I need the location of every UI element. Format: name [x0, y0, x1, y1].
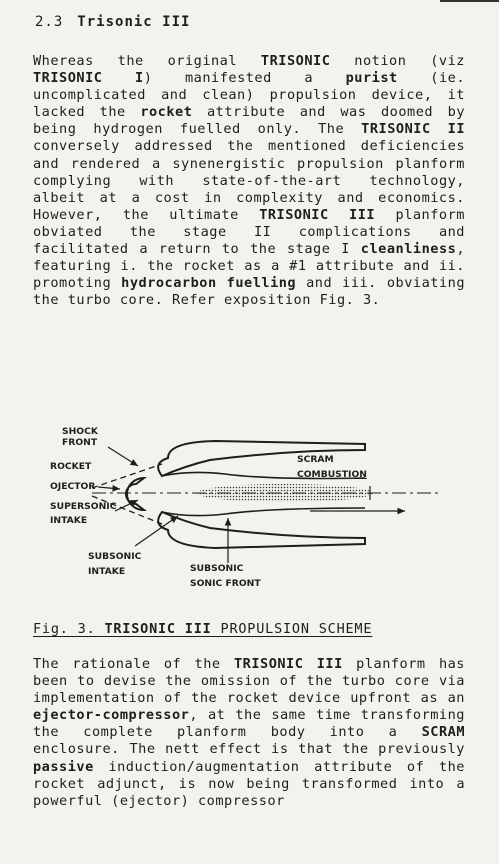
combustion-zone	[197, 484, 373, 502]
body-paragraph-1	[33, 53, 465, 309]
label-subsonic-intake: SUBSONIC INTAKE	[88, 551, 142, 577]
body-text: enclosure. The nett effect is that the previously	[33, 741, 465, 758]
body-text: induction/augmentation attribute of the rocket adjunct, is now being transformed into a powerful (ejector) compressor	[33, 758, 465, 809]
emphasis-text: rocket	[140, 104, 193, 121]
caption-name: TRISONIC III	[104, 621, 212, 637]
emphasis-text: purist	[345, 70, 398, 87]
lower-cowl	[158, 512, 365, 548]
label-subsonic-sonic-front: SUBSONIC SONIC FRONT	[190, 563, 261, 589]
body-text: (ie. uncomplicated and clean) propulsion device, it lacked the	[33, 70, 466, 121]
figure-3-propulsion-scheme	[40, 420, 460, 600]
label-supersonic-intake: SUPERSONIC INTAKE	[50, 501, 117, 526]
subsonic-intake-arrow	[135, 516, 178, 546]
body-text: and iii. obviating the turbo core. Refer exposition Fig. 3.	[33, 275, 466, 309]
section-number: 2.3	[35, 14, 64, 30]
section-heading	[35, 14, 190, 30]
emphasis-text: TRISONIC	[260, 53, 331, 69]
inner-wall-bottom	[162, 508, 365, 516]
emphasis-text: cleanliness	[360, 241, 457, 258]
emphasis-text: ejector-compressor	[33, 707, 190, 724]
emphasis-text: hydrocarbon fuelling	[121, 275, 297, 292]
body-text: , at the same time transforming the complete planform body into a	[33, 707, 465, 741]
body-text: notion (viz	[330, 53, 465, 69]
ejector-arrow	[98, 487, 120, 489]
label-scram-combustion: SCRAM COMBUSTION	[297, 454, 367, 480]
emphasis-text: SCRAM	[421, 724, 465, 741]
emphasis-text: TRISONIC III	[259, 206, 376, 223]
rocket-ejector-body	[126, 478, 144, 510]
emphasis-text: TRISONIC III	[233, 656, 343, 672]
caption-prefix: Fig. 3.	[33, 621, 96, 637]
body-text: ) manifested a	[143, 70, 346, 87]
body-text: planform has been to devise the omission of the turbo core via implementation of the rocket device upfront as an	[33, 656, 465, 707]
body-text: The rationale of the	[33, 656, 234, 672]
body-text: Whereas the original	[33, 53, 261, 69]
body-text: planform obviated the stage II complications and facilitated a return to the stage I	[33, 206, 465, 258]
body-paragraph-2	[33, 656, 465, 810]
caption-rest: PROPULSION SCHEME	[220, 621, 373, 637]
body-text: attribute and was doomed by being hydrogen fuelled only. The	[33, 104, 466, 138]
label-rocket-ejector: ROCKET OJECTOR	[50, 461, 96, 492]
shock-line-upper	[92, 464, 162, 488]
body-text: , featuring i. the rocket as a #1 attribute and ii. promoting	[33, 241, 465, 292]
emphasis-text: TRISONIC I	[33, 70, 144, 87]
emphasis-text: passive	[33, 758, 94, 775]
body-text: conversely addressed the mentioned deficiencies and rendered a synenergistic propulsion planform complying with state-of-the-art technology, albeit at a cost in complexity and economics. However, the ultimate	[33, 138, 465, 223]
section-title: Trisonic III	[77, 14, 191, 30]
top-rule	[440, 0, 499, 2]
emphasis-text: TRISONIC II	[361, 121, 465, 138]
label-shock-front: SHOCK FRONT	[62, 426, 98, 448]
figure-caption	[33, 621, 372, 637]
shock-front-arrow	[108, 447, 138, 466]
propulsion-diagram	[40, 420, 460, 600]
